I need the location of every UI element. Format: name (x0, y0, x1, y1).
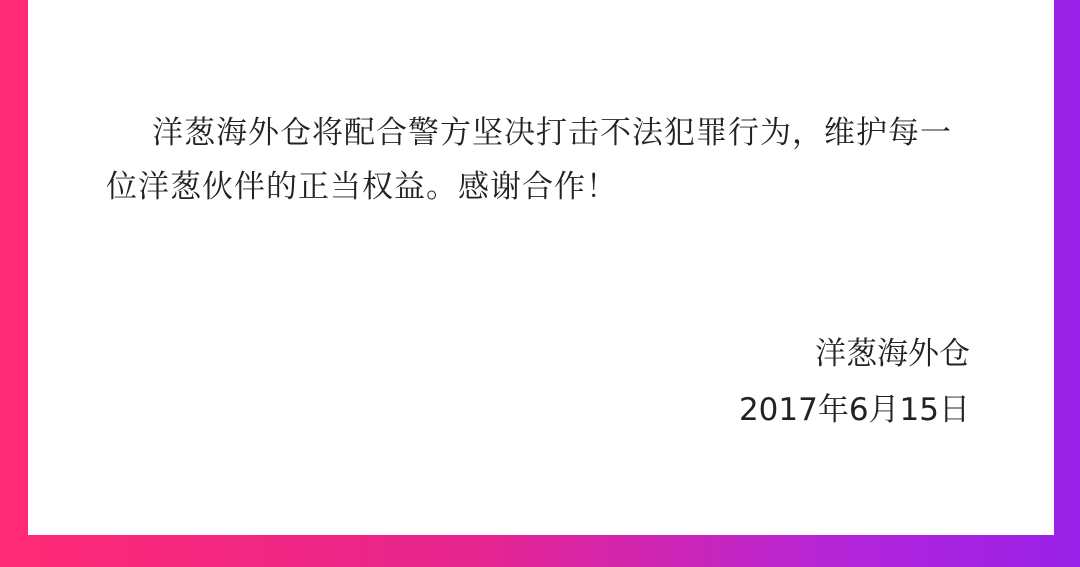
signature-block (739, 326, 970, 438)
signature-organization: 洋葱海外仓 (815, 336, 970, 372)
notice-paragraph: 洋葱海外仓将配合警方坚决打击不法犯罪行为，维护每一位洋葱伙伴的正当权益。感谢合作！ (106, 115, 952, 205)
notice-card (28, 0, 1054, 535)
signature-date: 2017年6月15日 (738, 392, 970, 428)
